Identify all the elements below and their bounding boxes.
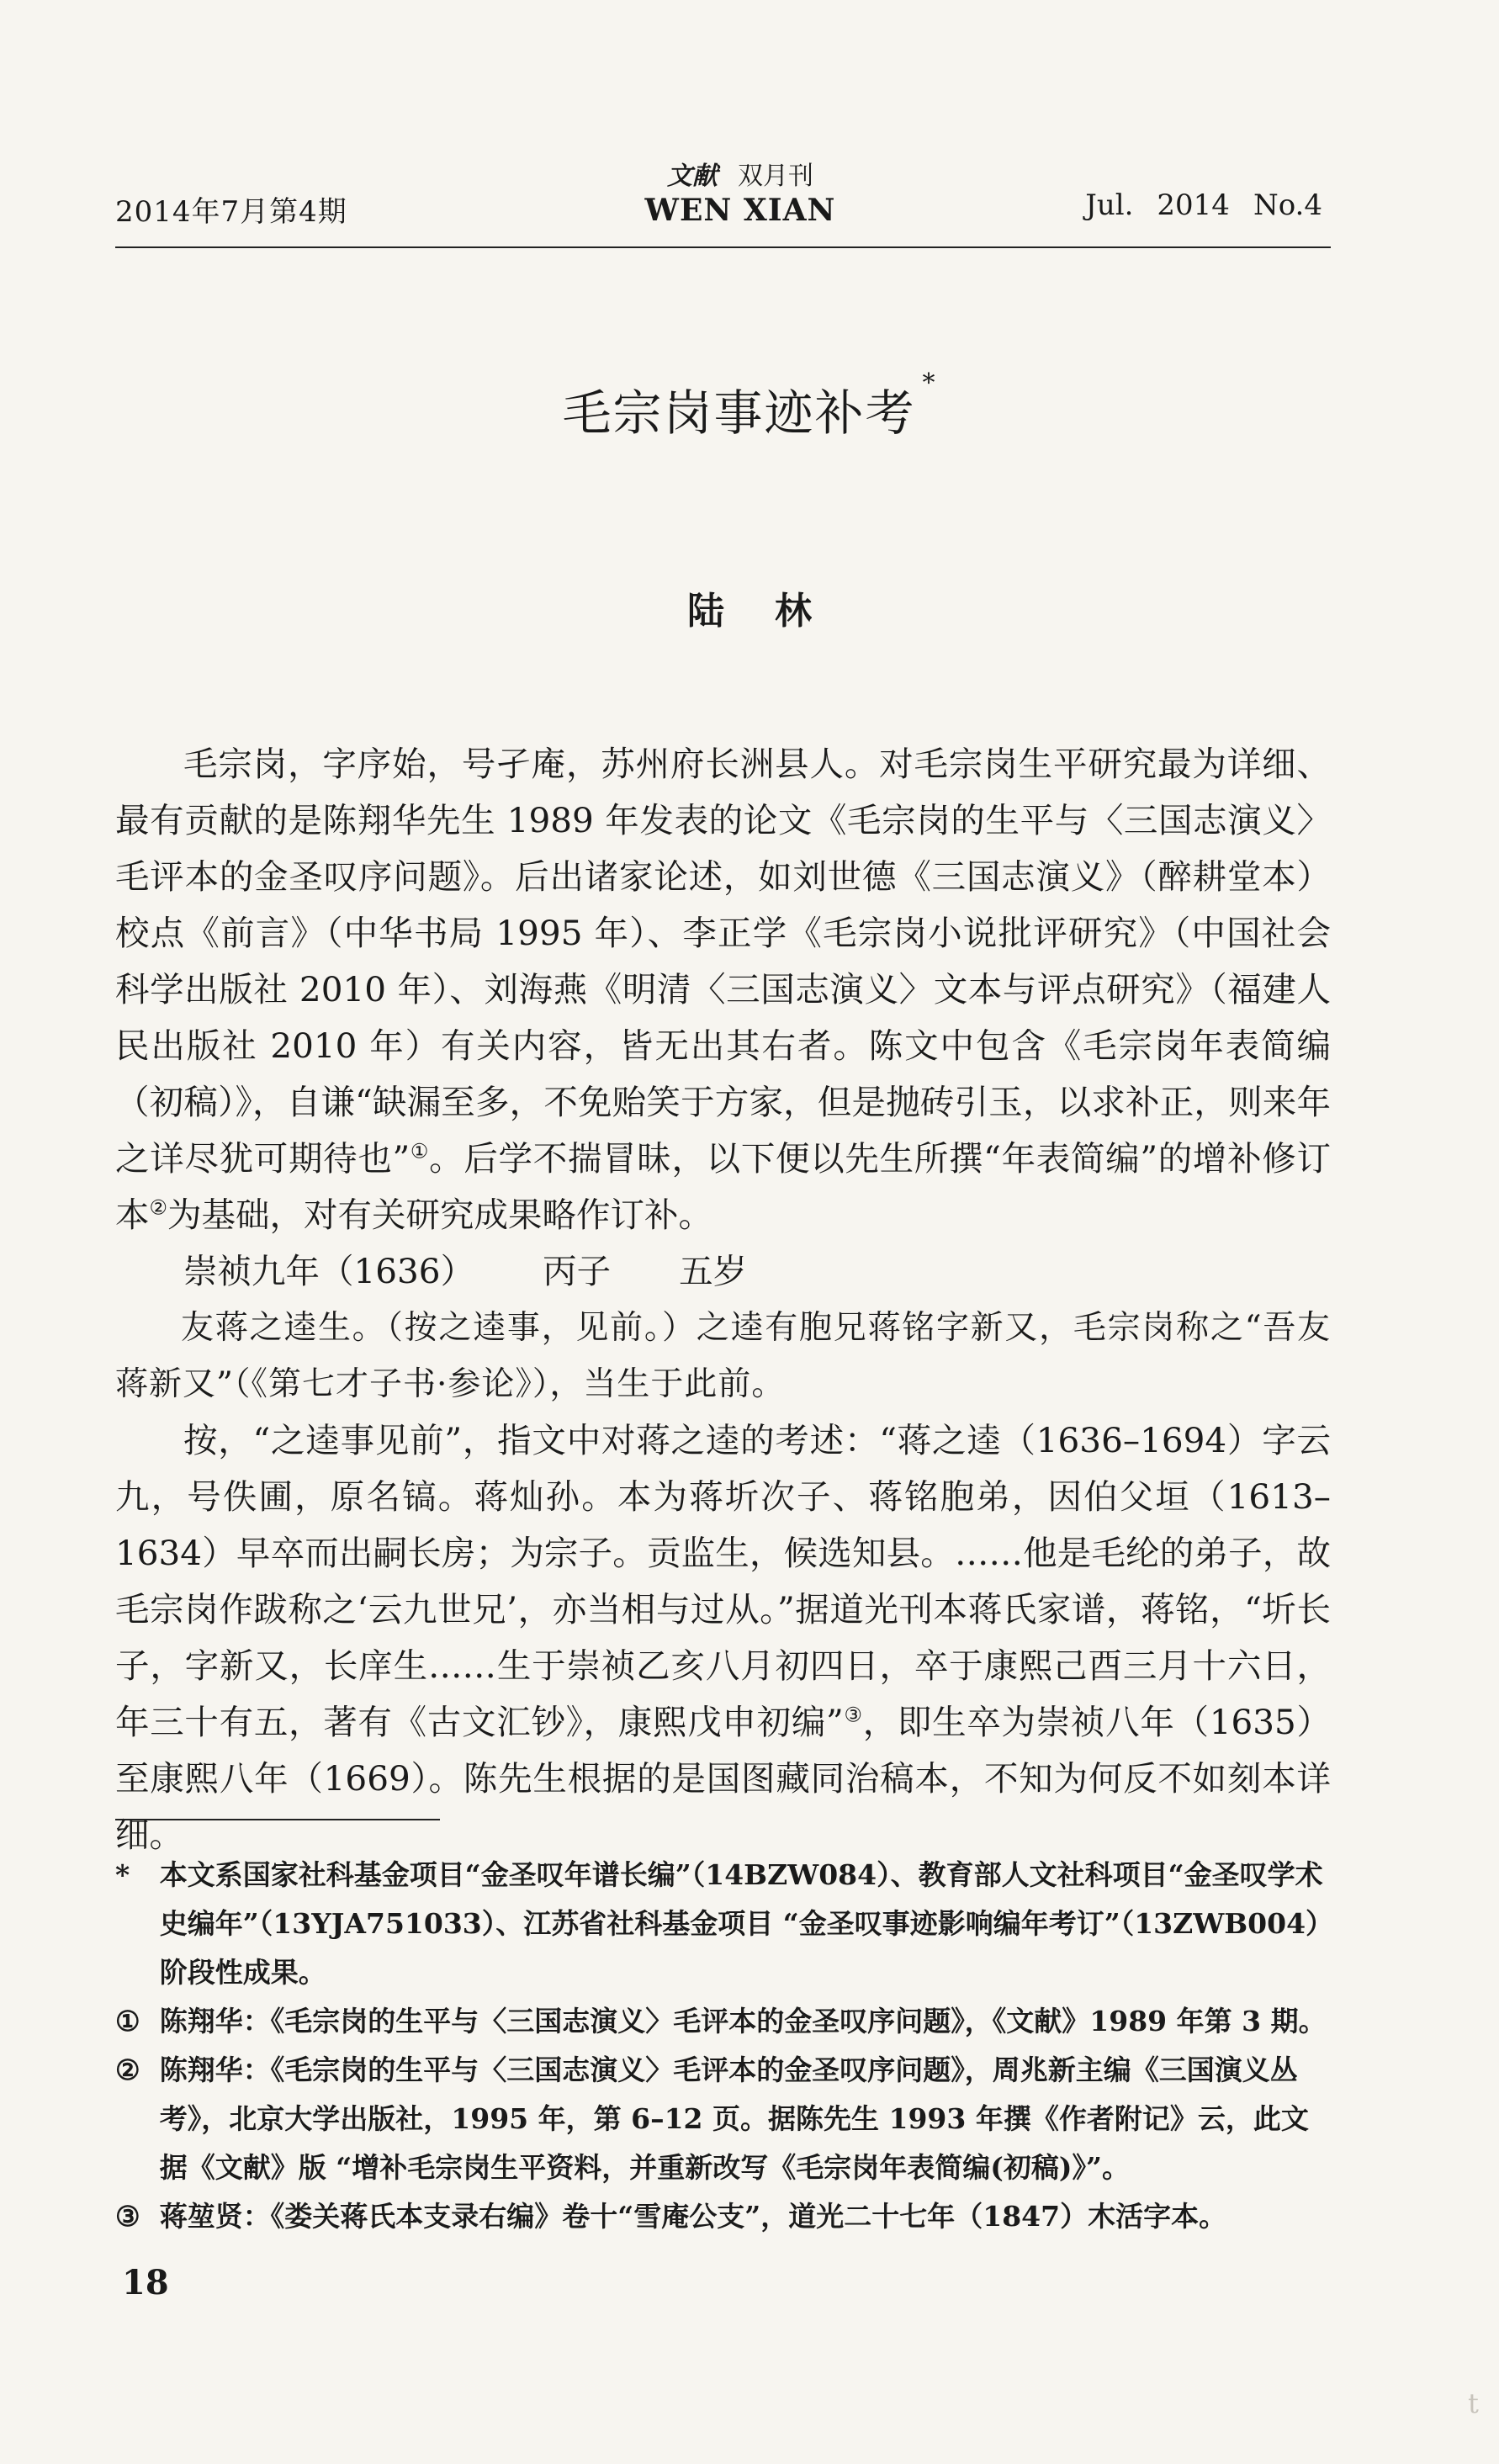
chronology-entry-text — [115, 1300, 1331, 1412]
footnote-mark: ② — [115, 2053, 140, 2086]
footnote-text: 蒋堃贤：《娄关蒋氏本支录右编》卷十“雪庵公支”，道光二十七年（1847）木活字本。 — [159, 2200, 1227, 2233]
footnotes — [115, 1851, 1331, 2241]
journal-masthead — [589, 160, 892, 227]
entry-year: 崇祯九年（1636） — [183, 1251, 475, 1291]
body-text: 为基础，对有关研究成果略作订补。 — [167, 1195, 713, 1235]
entry-text: 友蒋之逵生。（按之逵事，见前。）之逵有胞兄蒋铭字新又，毛宗岗称之“吾友蒋新又”（《第七才子书·参论》），当生于此前。 — [115, 1309, 1331, 1403]
body-text: 按，“之逵事见前”，指文中对蒋之逵的考述：“蒋之逵（1636–1694）字云九，号佚圃，原名镐。蒋灿孙。本为蒋圻次子、蒋铭胞弟，因伯父垣（1613–1634）早卒而出嗣长房；为宗子。贡监生，候选知县。……他是毛纶的弟子，故毛宗岗作跋称之‘云九世兄’，亦当相与过从。”据道光刊本蒋氏家谱，蒋铭，“圻长子，字新又，长庠生……生于崇祯乙亥八月初四日，卒于康熙己酉三月十六日，年三十有五，著有《古文汇钞》，康熙戊申初编” — [115, 1420, 1331, 1742]
entry-ganzhi: 丙子 — [543, 1251, 612, 1291]
issue-month-en: Jul. — [1085, 188, 1134, 222]
body-text: 毛宗岗，字序始，号孑庵，苏州府长洲县人。对毛宗岗生平研究最为详细、最有贡献的是陈翔华先生 1989 年发表的论文《毛宗岗的生平与〈三国志演义〉毛评本的金圣叹序问题》。后出诸家论述，如刘世德《三国志演义》（醉耕堂本）校点《前言》（中华书局 1995 年）、李正学《毛宗岗小说批评研究》（中国社会科学出版社 2010 年）、刘海燕《明清〈三国志演义〉文本与评点研究》（福建人民出版社 2010 年）有关内容，皆无出其右者。陈文中包含《毛宗岗年表简编（初稿）》，自谦“缺漏至多，不免贻笑于方家，但是抛砖引玉，以求补正，则来年之详尽犹可期待也” — [115, 744, 1331, 1179]
chronology-entry-heading — [115, 1243, 1331, 1300]
footnote-ref-2[interactable]: ② — [149, 1195, 168, 1220]
footnote-ref-3[interactable]: ③ — [843, 1703, 863, 1727]
issue-number-en: No.4 — [1253, 188, 1322, 222]
page-number: 18 — [122, 2263, 169, 2302]
article-title-text: 毛宗岗事迹补考 — [562, 384, 916, 442]
issue-date-en — [1062, 188, 1322, 222]
footnote-text: 本文系国家社科基金项目“金圣叹年谱长编”（14BZW084）、教育部人文社科项目“金圣叹学术史编年”（13YJA751033）、江苏省社科基金项目 “金圣叹事迹影响编年考订”（13ZWB004）阶段性成果。 — [159, 1858, 1323, 1989]
body-paragraph-2 — [115, 1412, 1331, 1863]
footnote-mark: * — [115, 1858, 130, 1891]
footnote-mark: ③ — [115, 2200, 140, 2233]
corner-mark: t — [1468, 2387, 1479, 2419]
issue-year-en: 2014 — [1157, 188, 1230, 222]
body-text: ，即生卒为崇祯八年（1635）至康熙八年（1669）。陈先生根据的是国图藏同治稿本，不知为何反不如刻本详细。 — [115, 1702, 1332, 1855]
journal-frequency: 双月刊 — [738, 162, 813, 191]
footnote-text: 陈翔华：《毛宗岗的生平与〈三国志演义〉毛评本的金圣叹序问题》，周兆新主编《三国演义丛考》，北京大学出版社，1995 年，第 6–12 页。据陈先生 1993 年撰《作者附记》云，此文据《文献》版 “增补毛宗岗生平资料，并重新改写《毛宗岗年表简编(初稿)》”。 — [159, 2053, 1309, 2184]
footnote-funding — [115, 1851, 1331, 1997]
journal-name-cn-line — [589, 160, 892, 193]
footnote-text: 陈翔华：《毛宗岗的生平与〈三国志演义〉毛评本的金圣叹序问题》，《文献》1989 年第 3 期。 — [159, 2005, 1327, 2037]
article-author: 陆林 — [687, 590, 862, 633]
footnote-rule — [115, 1819, 440, 1820]
footnote-2 — [115, 2046, 1331, 2192]
issue-date-cn: 2014年7月第4期 — [115, 195, 347, 229]
body-paragraph-1 — [115, 736, 1331, 1243]
journal-name-cn: 文献 — [667, 162, 718, 191]
body-text: 。后学不揣冒昧，以下便以先生所撰“年表简编”的增补修订本 — [115, 1138, 1331, 1235]
article-body — [115, 736, 1331, 1863]
header-rule — [115, 246, 1331, 248]
footnote-3 — [115, 2192, 1331, 2241]
footnote-mark: ① — [115, 2005, 140, 2037]
footnote-1 — [115, 1997, 1331, 2046]
journal-name-en: WEN XIAN — [644, 193, 836, 228]
entry-age: 五岁 — [679, 1251, 748, 1291]
title-footnote-mark: * — [922, 368, 937, 398]
article-title — [0, 368, 1499, 444]
footnote-ref-1[interactable]: ① — [410, 1139, 430, 1163]
